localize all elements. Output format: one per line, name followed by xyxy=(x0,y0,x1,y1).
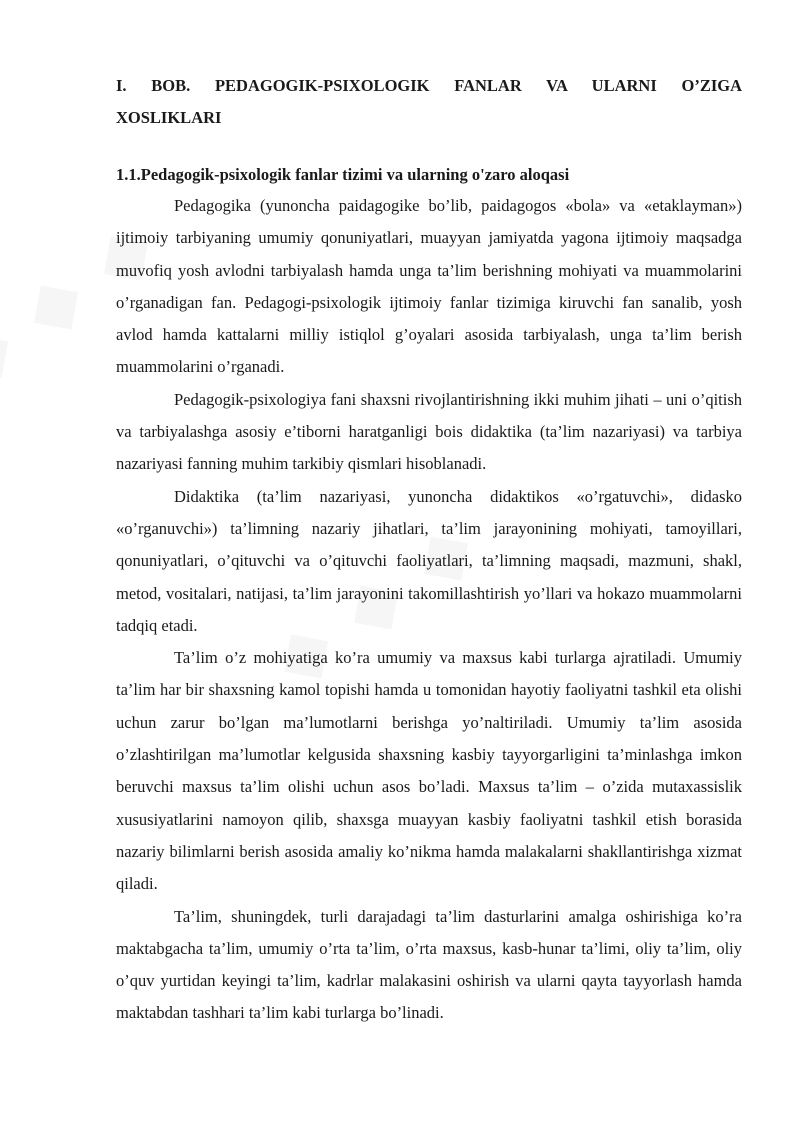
paragraph: Ta’lim, shuningdek, turli darajadagi ta’lim dasturlarini amalga oshirishiga ko’ra maktabgacha ta’lim, umumiy o’rta ta’lim, o’rta maxsus, kasb-hunar ta’limi, oliy ta’lim, oliy o’quv yurtidan keyingi ta’lim, kadrlar malakasini oshirish va ularni qayta tayyorlash hamda maktabdan tashhari ta’lim kabi turlarga bo’linadi. xyxy=(116,906,742,1023)
section-heading: 1.1.Pedagogik-psixologik fanlar tizimi va ularning o'zaro aloqasi xyxy=(116,165,570,184)
paragraph: Ta’lim o’z mohiyatiga ko’ra umumiy va maxsus kabi turlarga ajratiladi. Umumiy ta’lim har bir shaxsning kamol topishi hamda u tomonidan hayotiy faoliyatni tashkil eta olishi uchun zarur bo’lgan ma’lumotlarni berishga yo’naltiriladi. Umumiy ta’lim asosida o’zlashtirilgan ma’lumotlar kelgusida shaxsning kasbiy tayyorgarligini ta’minlashga imkon beruvchi maxsus ta’lim olishi uchun asos bo’ladi. Maxsus ta’lim – o’zida mutaxassislik xususiyatlarini namoyon qilib, shaxsga muayyan kasbiy faoliyatni tashkil etish borasida nazariy bilimlarni berish asosida amaliy ko’nikma hamda malakalarni shakllantirishga xizmat qiladi. xyxy=(116,648,742,894)
paragraph: Pedagogika (yunoncha paidagogike bo’lib, paidagogos «bola» va «etaklayman») ijtimoiy tarbiyaning umumiy qonuniyatlari, muayyan jamiyatda yagona ijtimoiy maqsadga muvofiq yosh avlodni tarbiyalash hamda unga ta’lim berishning mohiyati va muammolarini o’rganadigan fan. Pedagogi-psixologik ijtimoiy fanlar tizimiga kiruvchi fan sanalib, yosh avlod hamda kattalarni milliy istiqlol g’oyalari asosida tarbiyalash, unga ta’lim berish muammolarini o’rganadi. xyxy=(116,196,742,377)
chapter-title: I. BOB. PEDAGOGIK-PSIXOLOGIK FANLAR VA ULARNI O’ZIGA XOSLIKLARI xyxy=(116,76,742,127)
paragraph: Pedagogik-psixologiya fani shaxsni rivojlantirishning ikki muhim jihati – uni o’qitish va tarbiyalashga asosiy e’tiborni haratganligi bois didaktika (ta’lim nazariyasi) va tarbiya nazariyasi fanning muhim tarkibiy qismlari hisoblanadi. xyxy=(116,389,742,474)
document-page xyxy=(116,70,742,1030)
paragraph: Didaktika (ta’lim nazariyasi, yunoncha didaktikos «o’rgatuvchi», didasko «o’rganuvchi») ta’limning nazariy jihatlari, ta’lim jarayonining mohiyati, tamoyillari, qonuniyatlari, o’qituvchi va o’qituvchi faoliyatlari, ta’limning maqsadi, mazmuni, shakl, metod, vositalari, natijasi, ta’lim jarayonini takomillashtirish yo’llari va hokazo muammolarni tadqiq etadi. xyxy=(116,486,742,635)
